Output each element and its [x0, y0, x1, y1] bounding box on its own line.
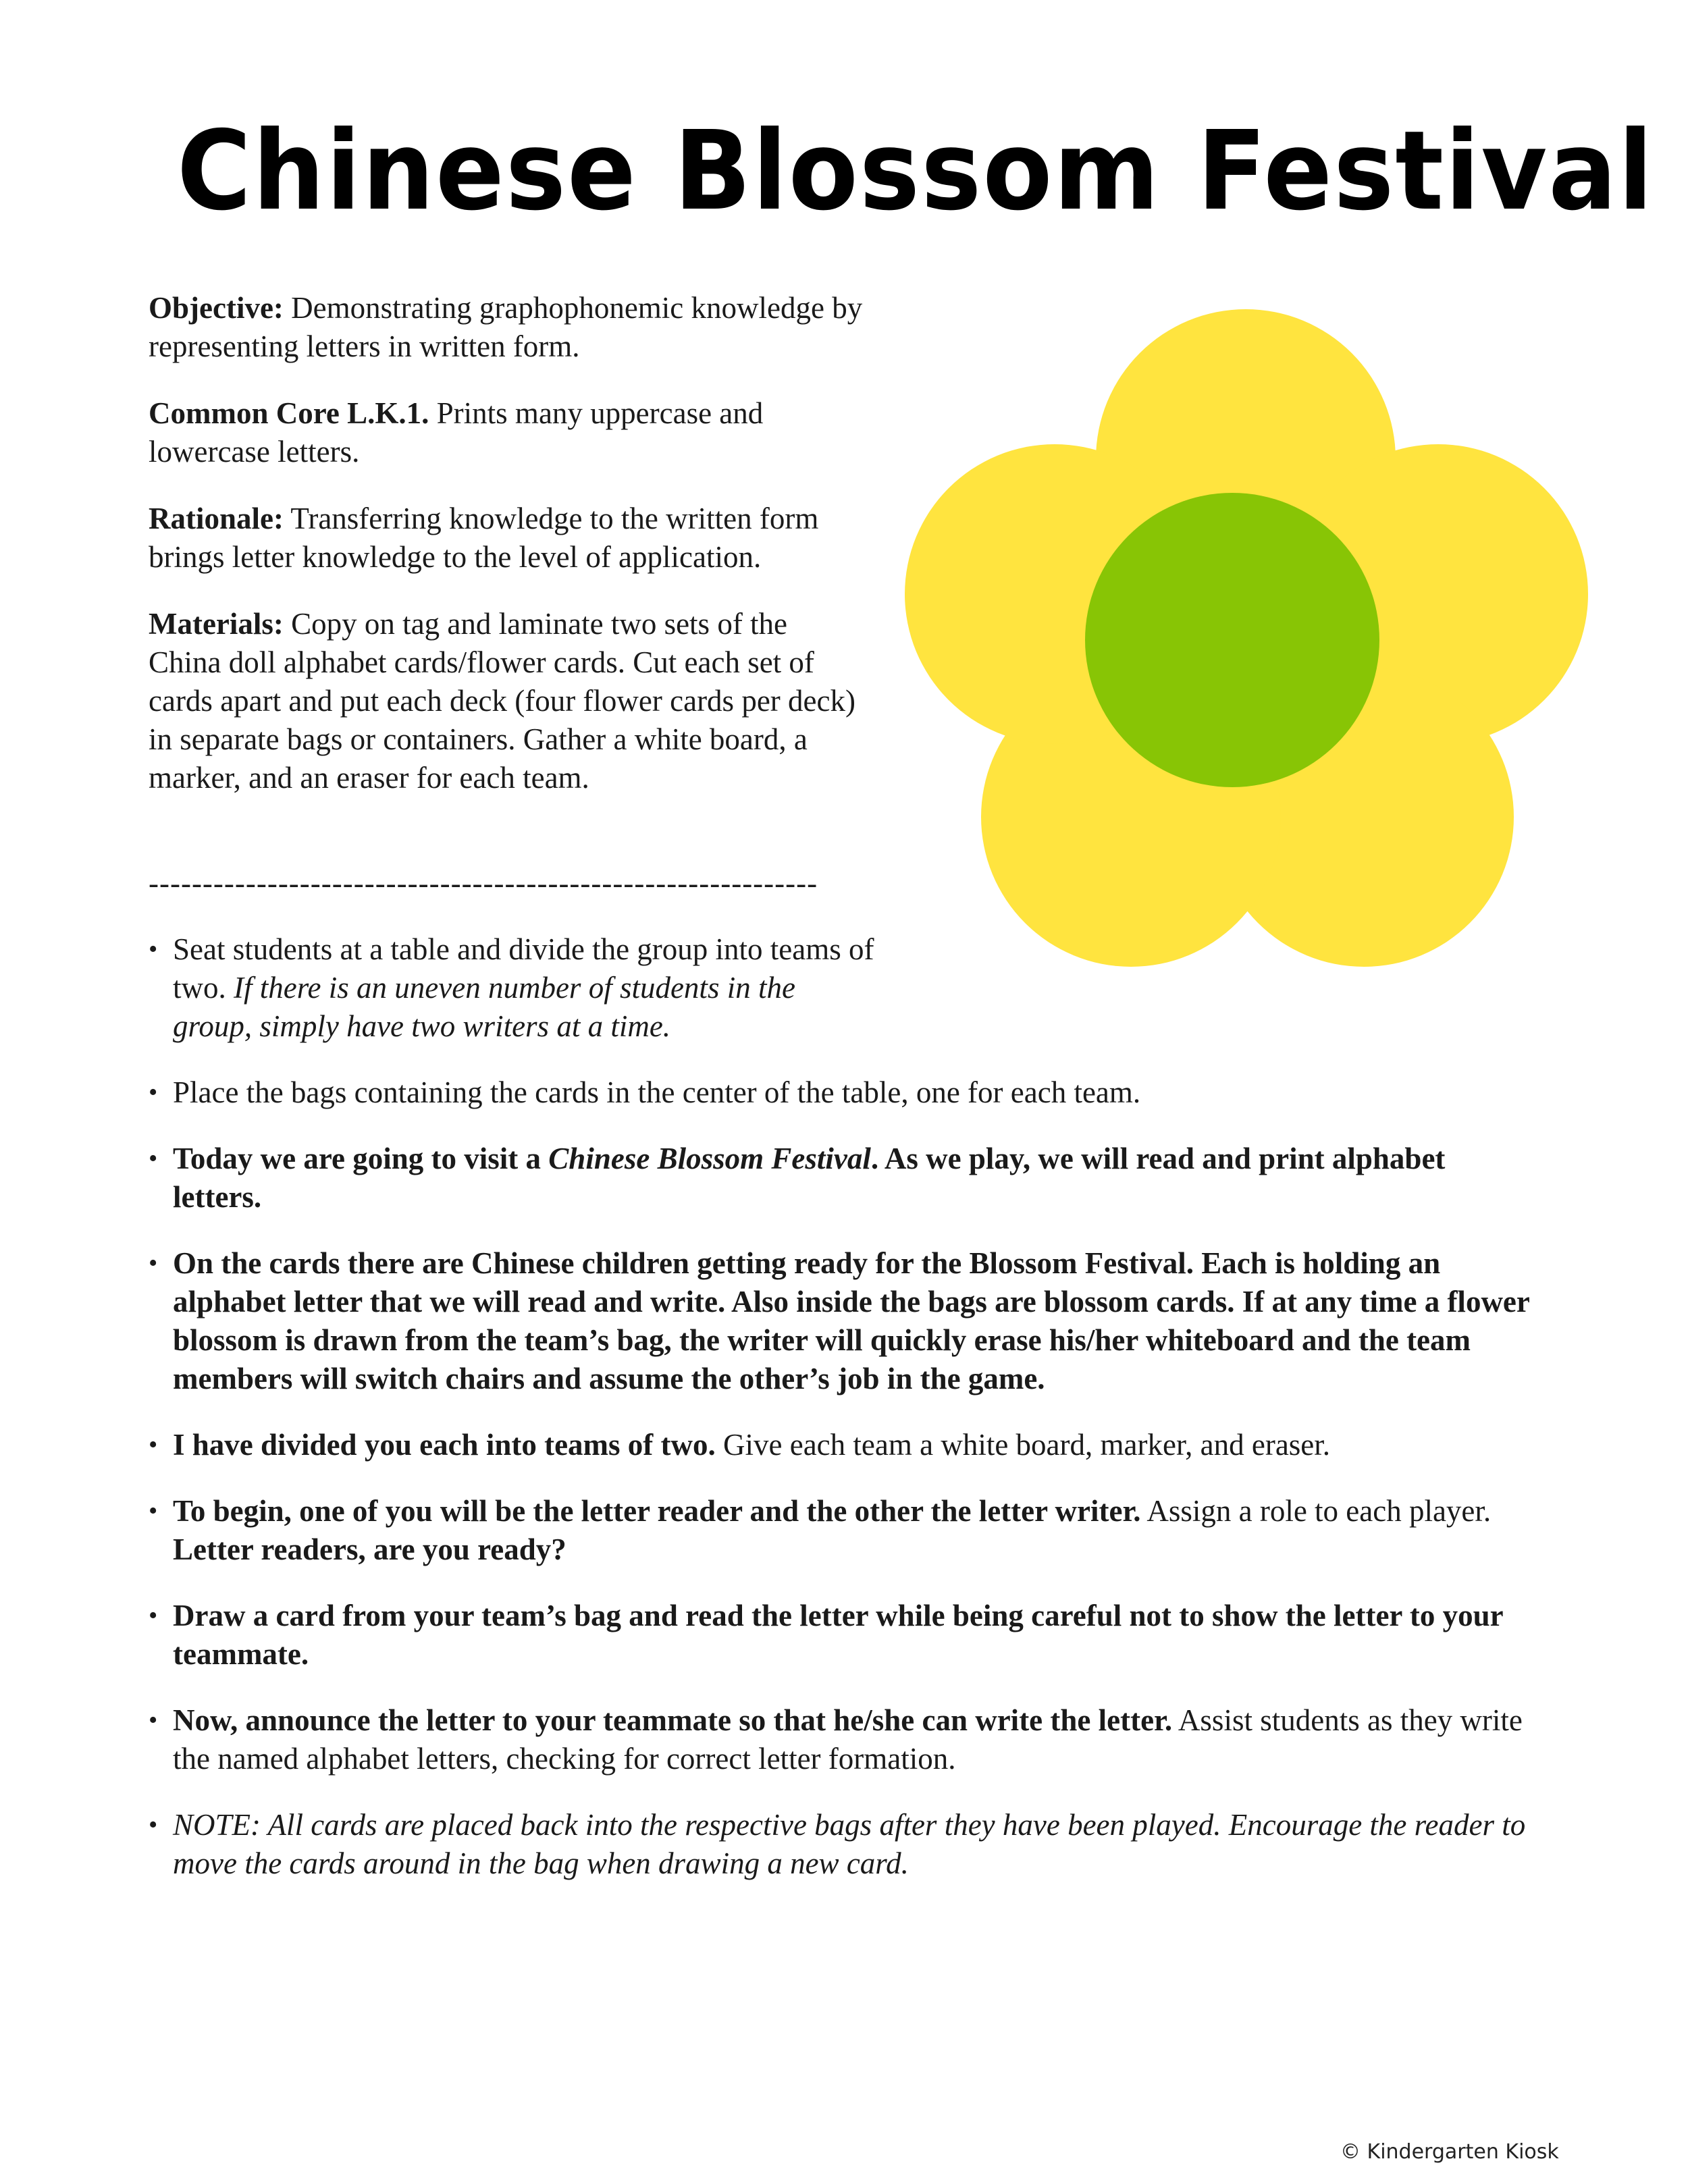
page-title	[177, 108, 1654, 235]
step-6-text: Assign a role to each player.	[1140, 1494, 1492, 1528]
objective-label: Objective:	[149, 291, 284, 325]
list-item	[149, 1426, 1533, 1464]
materials-text: Copy on tag and laminate two sets of the China doll alphabet cards/flower cards. Cut each set of cards apart and put each deck (four flower cards per deck) in separate bags or containers. Gather a white board, a marker, and an eraser for each team.	[149, 607, 855, 795]
instruction-list	[149, 930, 1533, 1911]
copyright-notice: © Kindergarten Kiosk	[1340, 2140, 1559, 2164]
list-item	[149, 1597, 1533, 1674]
list-item	[149, 1140, 1533, 1217]
objective-paragraph	[149, 289, 864, 366]
list-item	[149, 1244, 1533, 1398]
step-8-bold: Now, announce the letter to your teammate so that he/she can write the letter.	[173, 1703, 1173, 1737]
flower-center	[1085, 493, 1379, 787]
page-title-text: Chinese Blossom Festival	[177, 108, 1654, 235]
step-1-text: Seat students at a table and divide the group into teams of two.	[173, 932, 874, 1005]
materials-paragraph	[149, 605, 864, 797]
step-2-text: Place the bags containing the cards in the center of the table, one for each team.	[173, 1075, 1141, 1109]
step-3-bold-b: . As we play, we will read and print alphabet letters.	[173, 1142, 1446, 1214]
list-item	[149, 1701, 1533, 1778]
step-5-text: Give each team a white board, marker, and eraser.	[715, 1428, 1331, 1462]
step-5-bold: I have divided you each into teams of two.	[173, 1428, 716, 1462]
common-core-paragraph	[149, 394, 864, 471]
step-9-italic: NOTE: All cards are placed back into the respective bags after they have been played. Encourage the reader to move the cards around in the bag when drawing a new card.	[173, 1808, 1526, 1880]
rationale-paragraph	[149, 500, 864, 577]
step-8-text: Assist students as they write the named alphabet letters, checking for correct letter formation.	[173, 1703, 1523, 1776]
objective-text: Demonstrating graphophonemic knowledge by representing letters in written form.	[149, 291, 863, 363]
rationale-text: Transferring knowledge to the written form brings letter knowledge to the level of application.	[149, 502, 819, 574]
list-item	[149, 1492, 1533, 1569]
step-7-bold: Draw a card from your team’s bag and read the letter while being careful not to show the letter to your teammate.	[173, 1599, 1503, 1671]
step-6-bold-b: Letter readers, are you ready?	[173, 1533, 566, 1566]
flower-illustration	[878, 270, 1614, 1006]
common-core-label: Common Core L.K.1.	[149, 396, 429, 430]
step-6-bold: To begin, one of you will be the letter reader and the other the letter writer.	[173, 1494, 1141, 1528]
rationale-label: Rationale:	[149, 502, 284, 535]
intro-section	[149, 289, 864, 826]
step-3-bold-italic: Chinese Blossom Festival	[548, 1142, 871, 1175]
step-3-bold-a: Today we are going to visit a	[173, 1142, 549, 1175]
common-core-text: Prints many uppercase and lowercase letters.	[149, 396, 764, 469]
section-divider: --------------------------------------------------------------	[149, 866, 818, 900]
step-4-bold: On the cards there are Chinese children getting ready for the Blossom Festival. Each is holding an alphabet letter that we will read and write. Also inside the bags are blossom cards. If at any time a flower blossom is drawn from the team’s bag, the writer will quickly erase his/her whiteboard and the team members will switch chairs and assume the other’s job in the game.	[173, 1246, 1530, 1395]
materials-label: Materials:	[149, 607, 284, 641]
list-item	[149, 1806, 1533, 1883]
list-item	[149, 930, 875, 1046]
list-item	[149, 1073, 1533, 1112]
step-1-italic: If there is an uneven number of students in the group, simply have two writers at a time.	[173, 971, 795, 1043]
